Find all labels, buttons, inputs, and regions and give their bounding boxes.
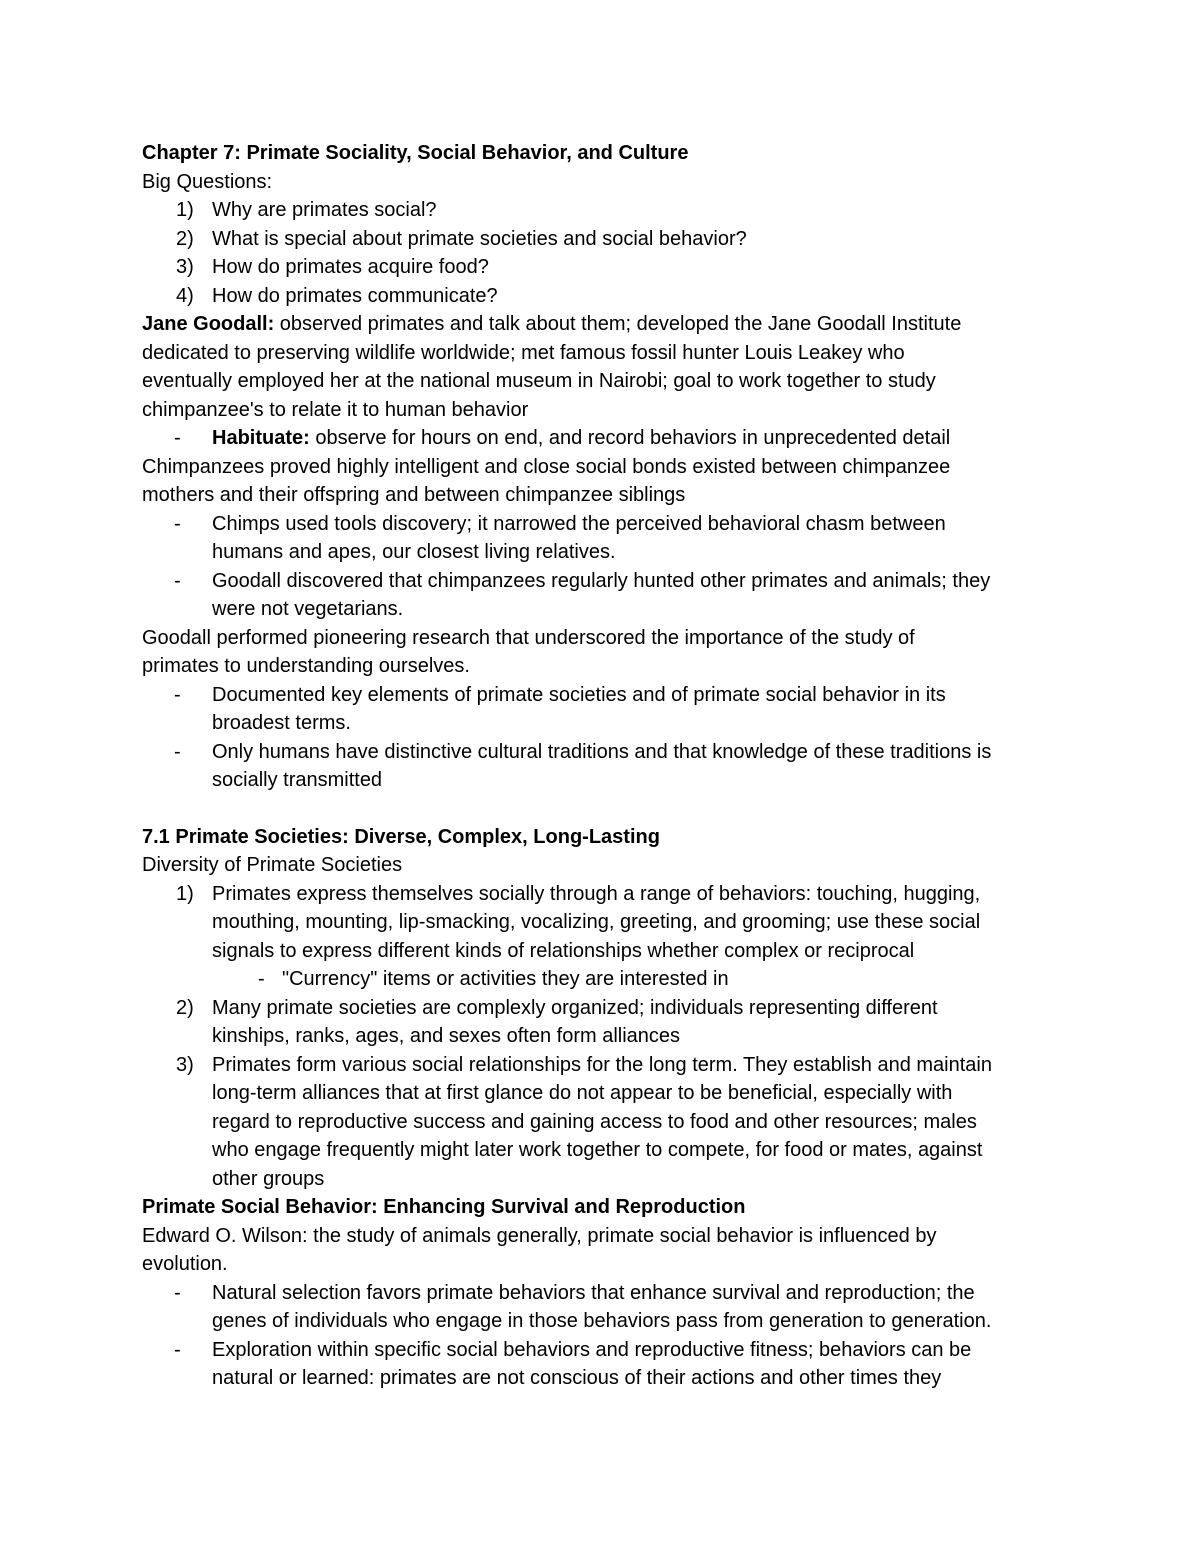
list-text: How do primates communicate? <box>212 284 498 307</box>
bullet-item: - Chimps used tools discovery; it narrowed the perceived behavioral chasm between humans and apes, our closest living relatives. <box>142 510 1062 567</box>
paragraph-line: mothers and their offspring and between chimpanzee siblings <box>142 484 686 506</box>
paragraph-line: Edward O. Wilson: the study of animals generally, primate social behavior is influenced by <box>142 1224 937 1247</box>
bullet-dash: - <box>174 427 181 449</box>
list-number: 2) <box>176 227 194 250</box>
goodall-paragraph-line: Jane Goodall: observed primates and talk about them; developed the Jane Goodall Institute <box>142 313 962 335</box>
list-item <box>142 196 1062 225</box>
bullet-dash: - <box>174 1281 181 1304</box>
list-text: How do primates acquire food? <box>212 256 489 278</box>
list-number: 1) <box>176 882 194 905</box>
goodall-paragraph-line: dedicated to preserving wildlife worldwide; met famous fossil hunter Louis Leakey who <box>142 341 905 364</box>
paragraph-line: Goodall performed pioneering research that underscored the importance of the study of <box>142 626 915 649</box>
section-title: 7.1 Primate Societies: Diverse, Complex, Long-Lasting <box>142 825 660 848</box>
list-text: What is special about primate societies and social behavior? <box>212 227 747 250</box>
sub-bullet-item: - "Currency" items or activities they are interested in <box>142 965 1062 994</box>
list-number: 1) <box>176 199 194 221</box>
bullet-dash: - <box>258 968 265 990</box>
bullet-item: - Goodall discovered that chimpanzees regularly hunted other primates and animals; they were not vegetarians. <box>142 567 1062 624</box>
list-item <box>142 253 1062 282</box>
list-item: 2) Many primate societies are complexly organized; individuals representing different kinships, ranks, ages, and sexes often form alliances <box>142 994 1062 1051</box>
list-number: 3) <box>176 1053 194 1076</box>
goodall-paragraph-line: eventually employed her at the national museum in Nairobi; goal to work together to study <box>142 370 936 392</box>
chapter-title: Chapter 7: Primate Sociality, Social Behavior, and Culture <box>142 142 689 164</box>
list-text: Why are primates social? <box>212 199 437 221</box>
habituate-label: Habituate: <box>212 427 310 449</box>
bullet-dash: - <box>174 740 181 763</box>
bullet-dash: - <box>174 569 181 592</box>
document-body <box>142 139 1062 1393</box>
goodall-label: Jane Goodall: <box>142 313 275 335</box>
bullet-item: - Only humans have distinctive cultural traditions and that knowledge of these traditions is socially transmitted <box>142 738 1062 795</box>
paragraph-line: evolution. <box>142 1253 228 1275</box>
section-title: Primate Social Behavior: Enhancing Survival and Reproduction <box>142 1196 746 1218</box>
bullet-item: - Natural selection favors primate behaviors that enhance survival and reproduction; the genes of individuals who engage in those behaviors pass from generation to generation. <box>142 1279 1062 1336</box>
bullet-dash: - <box>174 1338 181 1361</box>
bullet-dash: - <box>174 512 181 535</box>
list-item: 3) Primates form various social relationships for the long term. They establish and maintain long-term alliances that at first glance do not appear to be beneficial, especially with regard to reproductive success and gaining access to food and other resources; males who engage frequently might later work together to compete, for food or mates, against other groups <box>142 1051 1062 1194</box>
list-number: 4) <box>176 284 194 307</box>
list-item <box>142 282 1062 311</box>
bullet-item: - Documented key elements of primate societies and of primate social behavior in its broadest terms. <box>142 681 1062 738</box>
bullet-item: - Exploration within specific social behaviors and reproductive fitness; behaviors can be natural or learned: primates are not conscious of their actions and other times they <box>142 1336 1062 1393</box>
paragraph-line: primates to understanding ourselves. <box>142 655 470 677</box>
blank-line <box>142 795 1062 823</box>
list-item: 1) Primates express themselves socially through a range of behaviors: touching, hugging, mouthing, mounting, lip-smacking, vocalizing, greeting, and grooming; use these social signals to express different kinds of relationships whether complex or reciprocal <box>142 880 1062 966</box>
list-number: 3) <box>176 256 194 278</box>
habituate-bullet: - Habituate: observe for hours on end, and record behaviors in unprecedented detail <box>142 424 1062 453</box>
list-number: 2) <box>176 996 194 1019</box>
list-item <box>142 225 1062 254</box>
bullet-dash: - <box>174 683 181 706</box>
paragraph-line: Chimpanzees proved highly intelligent and close social bonds existed between chimpanzee <box>142 455 951 478</box>
section-subtitle: Diversity of Primate Societies <box>142 854 403 876</box>
goodall-paragraph-line: chimpanzee's to relate it to human behavior <box>142 398 529 421</box>
big-questions-label: Big Questions: <box>142 170 273 193</box>
